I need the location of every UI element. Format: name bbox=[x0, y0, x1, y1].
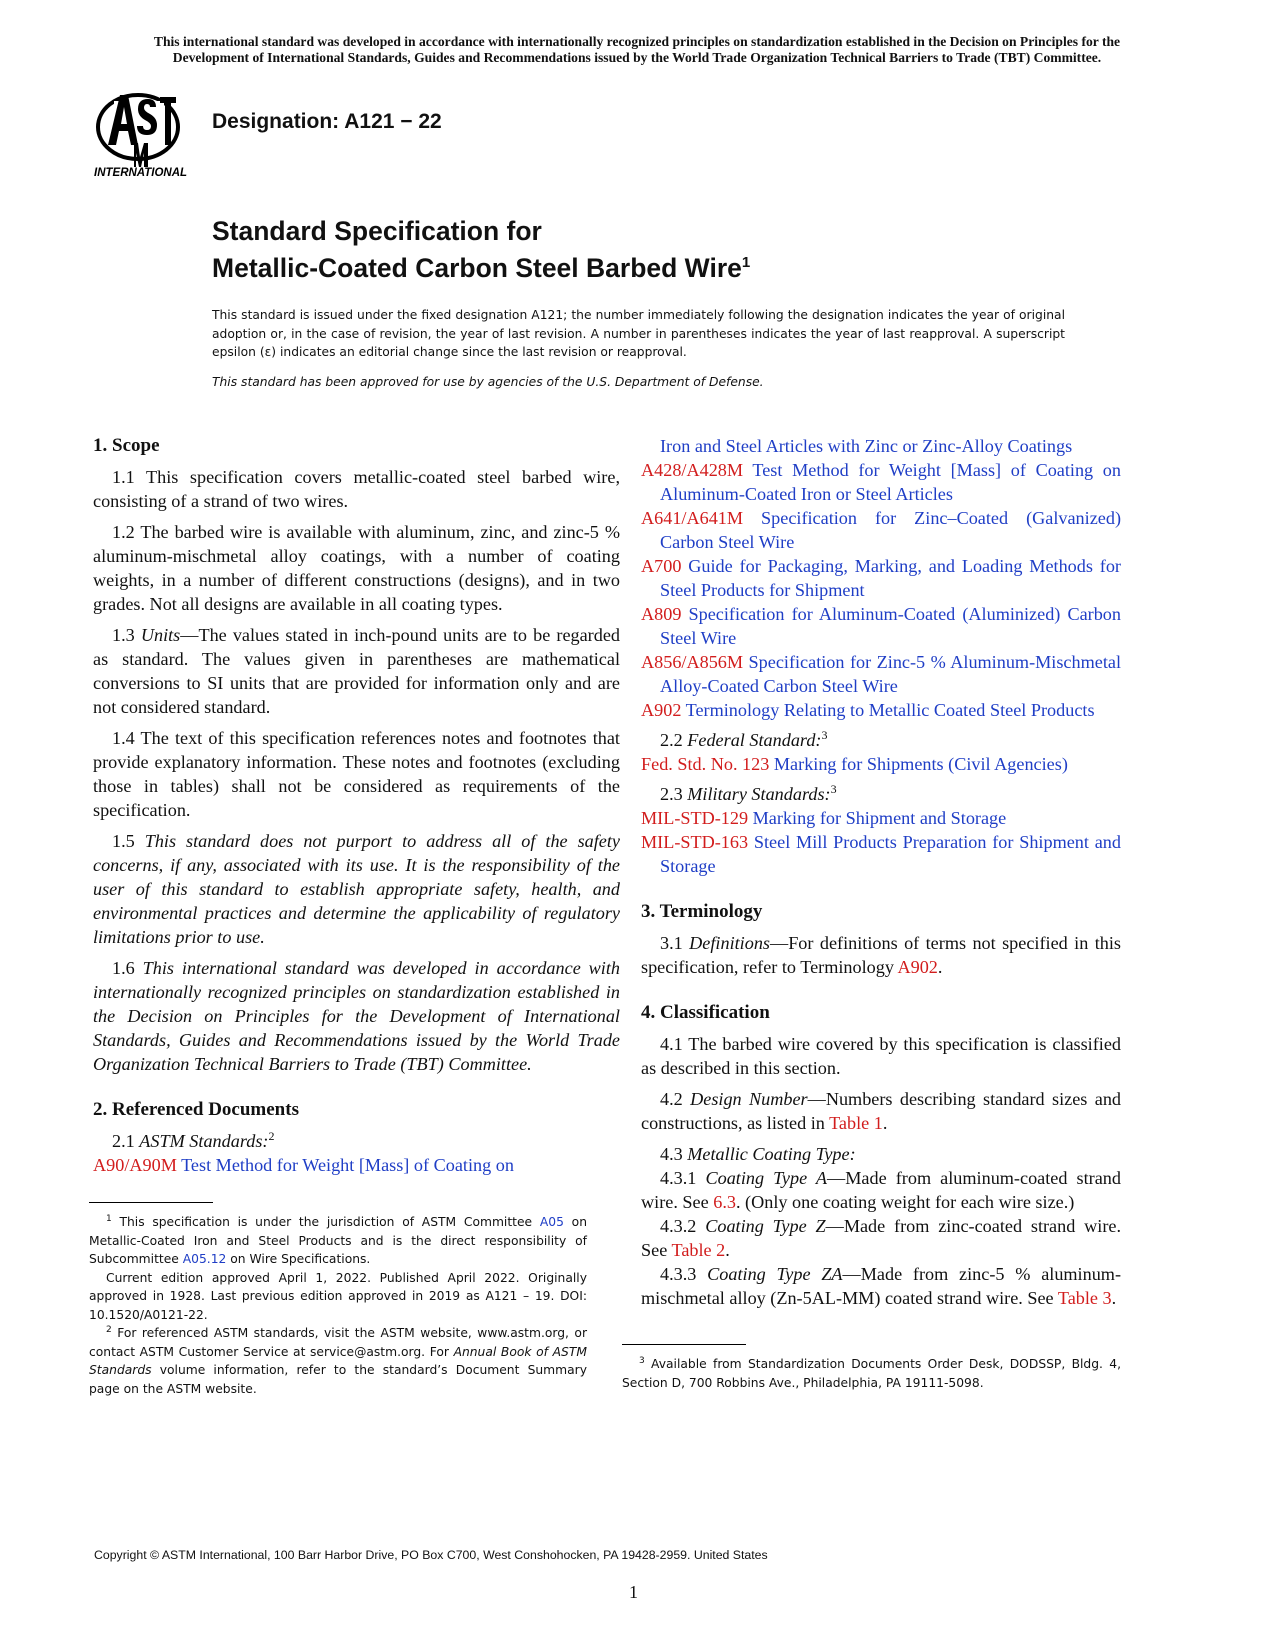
table-1-link[interactable]: Table 1 bbox=[829, 1113, 883, 1133]
para-1-6-text: This international standard was developed in accordance with internationally recognized principles on standardization established in the Decision on Principles for the Development of International Standards, Guides and Recommendations issued by the World Trade Organization Technical Barriers to Trade (TBT) Committee. bbox=[93, 958, 621, 1074]
ref-item bbox=[641, 458, 1121, 506]
ref-fed-title-link[interactable]: Marking for Shipments (Civil Agencies) bbox=[769, 754, 1068, 774]
para-3-1-end: . bbox=[937, 957, 943, 977]
footnote-mark-3b[interactable]: 3 bbox=[830, 781, 837, 796]
footnote-1-edition: Current edition approved April 1, 2022. Published April 2022. Originally approved in 1928. Last previous edition approved in 2019 as A121 – 19. DOI: 10.1520/A0121-22. bbox=[89, 1270, 587, 1322]
notice-line-2: Development of International Standards, Guides and Recommendations issued by the World Trade Organization Technical Barriers to Trade (TBT) Committee. bbox=[172, 50, 1102, 65]
para-4-2-term: Design Number bbox=[690, 1089, 808, 1109]
ref-a90-code-link[interactable]: A90/A90M bbox=[93, 1155, 177, 1175]
ref-title-link[interactable]: Test Method for Weight [Mass] of Coating on Aluminum-Coated Iron or Steel Articles bbox=[660, 460, 1121, 504]
footnote-3-mark: 3 bbox=[639, 1355, 645, 1366]
footnote-1-mark: 1 bbox=[106, 1213, 112, 1224]
ref-fed-code-link[interactable]: Fed. Std. No. 123 bbox=[641, 754, 770, 774]
para-2-3-num: 2.3 bbox=[660, 784, 688, 804]
para-1-2: 1.2 The barbed wire is available with aluminum, zinc, and zinc-5 % aluminum-mischmetal alloy coatings, with a number of coating weights, in a number of different constructions (designs), and in two grades. Not all designs are available in all coating types. bbox=[93, 522, 620, 614]
ref-code-link[interactable]: A641/A641M bbox=[641, 508, 744, 528]
para-4-3-num: 4.3 bbox=[660, 1144, 688, 1164]
footnotes-left bbox=[89, 1213, 587, 1398]
para-4-3-3-num: 4.3.3 bbox=[660, 1264, 708, 1284]
section-4-heading: 4. Classification bbox=[641, 1002, 770, 1023]
left-column bbox=[93, 434, 620, 1177]
footnote-1-part-a: This specification is under the jurisdiction of ASTM Committee bbox=[111, 1215, 540, 1229]
para-3-1-text: —For definitions of terms not specified in this specification, refer to Terminology bbox=[641, 933, 1121, 977]
para-1-6-num: 1.6 bbox=[112, 958, 143, 978]
para-2-1-label: ASTM Standards: bbox=[139, 1131, 269, 1151]
footnote-divider-left bbox=[89, 1202, 213, 1203]
notice-line-1: This international standard was developed in accordance with internationally recognized principles on standardization established in the Decision on Principles for the bbox=[153, 34, 1121, 49]
footnote-1-part-b: on Metallic-Coated Iron and Steel Products and is the direct responsibility of Subcommittee bbox=[89, 1215, 587, 1266]
ref-code-link[interactable]: A902 bbox=[641, 700, 682, 720]
ref-item bbox=[641, 698, 1121, 722]
para-1-4: 1.4 The text of this specification references notes and footnotes that provide explanatory information. These notes and footnotes (excluding those in tables) shall not be considered as requirements of the specification. bbox=[93, 728, 620, 820]
footnote-1-part-c: on Wire Specifications. bbox=[226, 1252, 371, 1266]
ref-title-link[interactable]: Specification for Zinc-5 % Aluminum-Mischmetal Alloy-Coated Carbon Steel Wire bbox=[660, 652, 1121, 696]
ref-item bbox=[641, 602, 1121, 650]
para-4-3 bbox=[641, 1142, 1121, 1166]
para-4-2-text: —Numbers describing standard sizes and constructions, as listed in bbox=[641, 1089, 1122, 1133]
para-4-3-3-term: Coating Type ZA bbox=[707, 1264, 843, 1284]
ref-mil-title-link[interactable]: Marking for Shipment and Storage bbox=[748, 808, 1007, 828]
astm-reference-list bbox=[641, 458, 1121, 722]
table-3-link[interactable]: Table 3 bbox=[1057, 1288, 1112, 1308]
para-2-3 bbox=[641, 782, 1121, 806]
footnote-mark-3[interactable]: 3 bbox=[821, 727, 828, 742]
ref-code-link[interactable]: A700 bbox=[641, 556, 682, 576]
committee-a05-link[interactable]: A05 bbox=[539, 1215, 564, 1229]
para-1-3-text: —The values stated in inch-pound units are to be regarded as standard. The values given in parentheses are mathematical conversions to SI units that are provided for information only and are not considered standard. bbox=[93, 625, 620, 717]
ref-item bbox=[641, 506, 1121, 554]
para-3-1 bbox=[641, 931, 1121, 979]
ref-a90-continued bbox=[641, 434, 1121, 458]
footnote-divider-right bbox=[622, 1344, 746, 1345]
footnote-3-text: Available from Standardization Documents Order Desk, DODSSP, Bldg. 4, Section D, 700 Robbins Ave., Philadelphia, PA 19111-5098. bbox=[622, 1357, 1121, 1390]
ref-fed-std bbox=[641, 752, 1121, 776]
para-4-3-1 bbox=[641, 1166, 1121, 1214]
para-1-3 bbox=[93, 623, 620, 719]
ref-title-link[interactable]: Terminology Relating to Metallic Coated Steel Products bbox=[681, 700, 1095, 720]
para-4-1: 4.1 The barbed wire covered by this specification is classified as described in this section. bbox=[641, 1034, 1121, 1078]
ref-item bbox=[641, 554, 1121, 602]
ref-code-link[interactable]: A428/A428M bbox=[641, 460, 744, 480]
ref-a90-title-continued[interactable]: Iron and Steel Articles with Zinc or Zinc-Alloy Coatings bbox=[660, 436, 1073, 456]
para-1-1: 1.1 This specification covers metallic-coated steel barbed wire, consisting of a strand of two wires. bbox=[93, 467, 620, 511]
para-4-3-2 bbox=[641, 1214, 1121, 1262]
dod-approval-note: This standard has been approved for use by agencies of the U.S. Department of Defense. bbox=[212, 375, 764, 389]
ref-a90 bbox=[93, 1153, 620, 1177]
para-3-1-num: 3.1 bbox=[660, 933, 690, 953]
ref-code-link[interactable]: A809 bbox=[641, 604, 682, 624]
para-4-3-1-num: 4.3.1 bbox=[660, 1168, 706, 1188]
footnote-2-mark: 2 bbox=[106, 1324, 112, 1335]
subcommittee-a05-12-link[interactable]: A05.12 bbox=[182, 1252, 227, 1266]
table-2-link[interactable]: Table 2 bbox=[671, 1240, 726, 1260]
para-4-3-2-end: . bbox=[725, 1240, 730, 1260]
ref-title-link[interactable]: Specification for Aluminum-Coated (Aluminized) Carbon Steel Wire bbox=[660, 604, 1121, 648]
para-4-3-1-end: . (Only one coating weight for each wire size.) bbox=[735, 1192, 1075, 1212]
para-4-3-3-end: . bbox=[1111, 1288, 1117, 1308]
right-column bbox=[641, 434, 1121, 1310]
footnote-2-part-a: For referenced ASTM standards, visit the ASTM website, www.astm.org, or contact ASTM Customer Service at service@astm.org. For bbox=[89, 1326, 587, 1359]
footnote-2-book: Annual Book of ASTM Standards bbox=[89, 1344, 587, 1377]
para-1-3-term: Units bbox=[140, 625, 181, 645]
copyright-notice: Copyright © ASTM International, 100 Barr Harbor Drive, PO Box C700, West Conshohocken, PA 19428-2959. United States bbox=[94, 1548, 768, 1562]
para-1-6 bbox=[93, 956, 620, 1076]
document-title bbox=[212, 215, 750, 284]
footnote-mark-2[interactable]: 2 bbox=[268, 1128, 275, 1143]
ref-mil-code-link[interactable]: MIL-STD-163 bbox=[641, 832, 749, 852]
para-2-2-num: 2.2 bbox=[660, 730, 688, 750]
para-1-5-text: This standard does not purport to address all of the safety concerns, if any, associated with its use. It is the responsibility of the user of this standard to establish appropriate safety, health, and environmental practices and determine the applicability of regulatory limitations prior to use. bbox=[93, 831, 621, 947]
para-4-3-3 bbox=[641, 1262, 1121, 1310]
para-4-3-label: Metallic Coating Type: bbox=[687, 1144, 856, 1164]
footnote-3 bbox=[622, 1355, 1121, 1392]
title-line-2 bbox=[212, 247, 750, 284]
designation: Designation: A121 − 22 bbox=[212, 110, 442, 133]
title-footnote-mark[interactable]: 1 bbox=[741, 254, 751, 271]
para-2-3-label: Military Standards: bbox=[687, 784, 831, 804]
para-1-5-num: 1.5 bbox=[112, 831, 145, 851]
terminology-a902-link[interactable]: A902 bbox=[897, 957, 938, 977]
para-3-1-term: Definitions bbox=[689, 933, 770, 953]
para-4-3-1-text: —Made from aluminum-coated strand wire. See bbox=[641, 1168, 1121, 1212]
ref-mil-code-link[interactable]: MIL-STD-129 bbox=[641, 808, 749, 828]
footnote-2-part-b: volume information, refer to the standard’s Document Summary page on the ASTM website. bbox=[89, 1363, 587, 1396]
astm-logo bbox=[94, 87, 200, 179]
footnote-2 bbox=[89, 1324, 587, 1398]
para-4-2 bbox=[641, 1087, 1121, 1135]
ref-mil-title-link[interactable]: Steel Mill Products Preparation for Shipment and Storage bbox=[660, 832, 1121, 876]
para-2-2 bbox=[641, 728, 1121, 752]
para-1-5 bbox=[93, 829, 620, 949]
para-4-3-1-term: Coating Type A bbox=[705, 1168, 828, 1188]
ref-mil-129 bbox=[641, 806, 1121, 830]
ref-item bbox=[641, 650, 1121, 698]
footnote-1 bbox=[89, 1213, 587, 1269]
ref-code-link[interactable]: A856/A856M bbox=[641, 652, 744, 672]
section-2-heading: 2. Referenced Documents bbox=[93, 1099, 299, 1120]
para-4-2-end: . bbox=[882, 1113, 888, 1133]
title-line-2-text: Metallic-Coated Carbon Steel Barbed Wire bbox=[212, 252, 742, 283]
page-number: 1 bbox=[629, 1582, 638, 1602]
section-6-3-link[interactable]: 6.3 bbox=[713, 1192, 736, 1212]
para-2-1-num: 2.1 bbox=[112, 1131, 140, 1151]
para-4-3-2-text: —Made from zinc-coated strand wire. See bbox=[641, 1216, 1122, 1260]
ref-title-link[interactable]: Specification for Zinc–Coated (Galvanized) Carbon Steel Wire bbox=[660, 508, 1121, 552]
para-2-1 bbox=[93, 1129, 620, 1153]
para-1-3-num: 1.3 bbox=[112, 625, 141, 645]
section-1-heading: 1. Scope bbox=[93, 435, 160, 456]
logo-text: INTERNATIONAL bbox=[94, 167, 188, 179]
ref-title-link[interactable]: Guide for Packaging, Marking, and Loading Methods for Steel Products for Shipment bbox=[660, 556, 1121, 600]
footnotes-right bbox=[622, 1355, 1121, 1392]
para-4-3-3-text: —Made from zinc-5 % aluminum-mischmetal alloy (Zn-5AL-MM) coated strand wire. See bbox=[641, 1264, 1121, 1308]
standardization-notice bbox=[88, 34, 1186, 66]
issued-note: This standard is issued under the fixed designation A121; the number immediately following the designation indicates the year of original adoption or, in the case of revision, the year of last revision. A number in parentheses indicates the year of last reapproval. A superscript epsilon (ε) indicates an editorial change since the last revision or reapproval. bbox=[212, 308, 1065, 359]
section-3-heading: 3. Terminology bbox=[641, 901, 763, 922]
para-4-3-2-term: Coating Type Z bbox=[705, 1216, 826, 1236]
para-4-3-2-num: 4.3.2 bbox=[660, 1216, 706, 1236]
para-4-2-num: 4.2 bbox=[660, 1089, 691, 1109]
ref-mil-163 bbox=[641, 830, 1121, 878]
title-line-1: Standard Specification for bbox=[212, 216, 542, 246]
ref-a90-title-link[interactable]: Test Method for Weight [Mass] of Coating on bbox=[176, 1155, 514, 1175]
para-2-2-label: Federal Standard: bbox=[687, 730, 822, 750]
